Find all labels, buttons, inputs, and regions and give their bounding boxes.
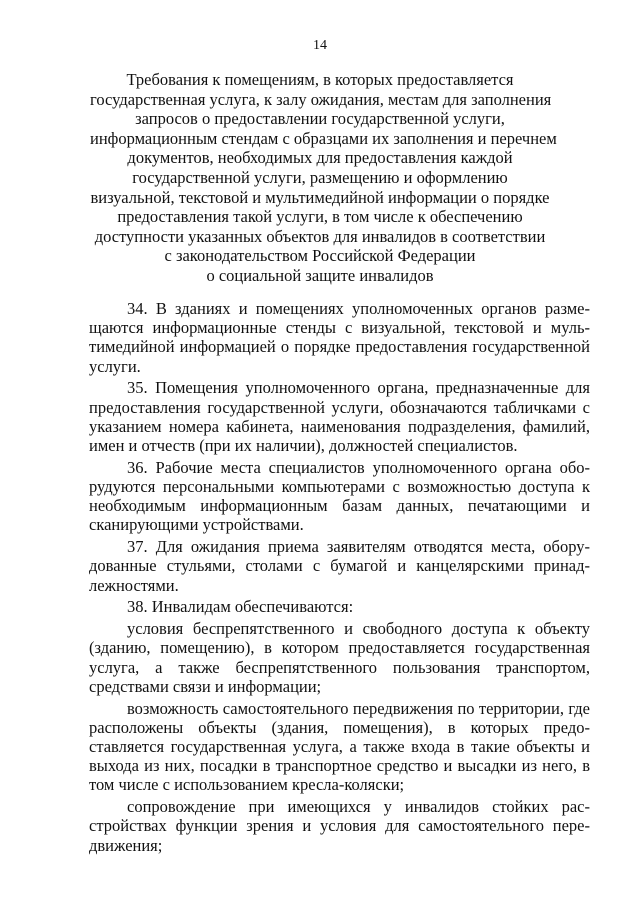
- heading-line: Требования к помещениям, в которых предоставляется: [126, 70, 514, 89]
- heading-line: государственная услуга, к залу ожидания, местам для заполнения: [90, 89, 552, 109]
- paragraph-38-item-movement: возможность самостоятельного передвижения по территории, где расположены объекты (здания, помещения), в которых предоставляется государственная услуга, а также входа в такие объекты и выхода из них, посадки в транспортное средство и высадки из него, в том числе с использованием кресла-коляски;: [89, 698, 590, 795]
- heading-line: документов, необходимых для предоставления каждой: [127, 148, 513, 168]
- paragraph-38: 38. Инвалидам обеспечиваются:: [127, 597, 354, 617]
- body-text: [89, 299, 590, 857]
- paragraph-35: 35. Помещения уполномоченного органа, предназначенные для предоставления государственной услуги, обозначаются табличками с указанием номера кабинета, наименования подразделения, фамилий, имен и отчеств (при их наличии), должностей специалистов.: [89, 378, 590, 456]
- paragraph-38-item-escort: сопровождение при имеющихся у инвалидов стойких расстройствах функции зрения и условия для самостоятельного передвижения;: [89, 797, 590, 855]
- paragraph-38-item-access: условия беспрепятственного и свободного доступа к объекту (зданию, помещению), в котором предоставляется государственная услуга, а также беспрепятственного пользования транспортом, средствами связи и информации;: [89, 619, 590, 696]
- heading-line: информационным стендам с образцами их заполнения и перечнем: [90, 128, 557, 148]
- heading-line: доступности указанных объектов для инвалидов в соответствии: [94, 226, 546, 246]
- heading-line: с законодательством Российской Федерации: [164, 246, 476, 266]
- heading-line: о социальной защите инвалидов: [206, 265, 434, 285]
- paragraph-37: 37. Для ожидания приема заявителям отводятся места, оборудованные стульями, столами с бумагой и канцелярскими принадлежностями.: [89, 537, 590, 595]
- heading-line: государственной услуги, размещению и оформлению: [132, 167, 508, 187]
- paragraph-36: 36. Рабочие места специалистов уполномоченного органа оборудуются персональными компьютерами с возможностью доступа к необходимым информационным базам данных, печатающими и сканирующими устройствами.: [89, 457, 590, 535]
- heading-line: визуальной, текстовой и мультимедийной информации о порядке: [90, 187, 550, 207]
- section-heading: [90, 70, 557, 286]
- page-number: 14: [313, 38, 327, 53]
- heading-line: предоставления такой услуги, в том числе к обеспечению: [117, 207, 523, 227]
- paragraph-34: 34. В зданиях и помещениях уполномоченных органов размещаются информационные стенды с визуальной, текстовой и мультимедийной информацией о порядке предоставления государственной услуги.: [89, 299, 590, 376]
- heading-line: запросов о предоставлении государственной услуги,: [135, 109, 505, 129]
